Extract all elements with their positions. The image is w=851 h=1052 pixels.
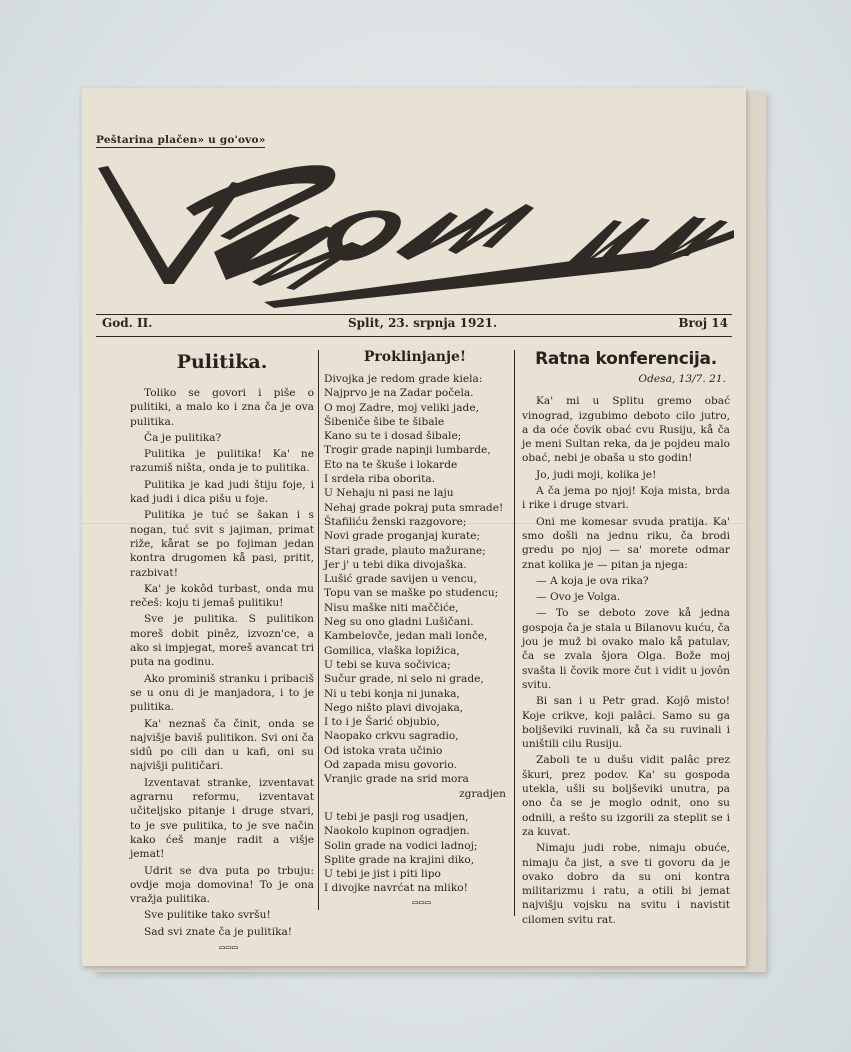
paragraph: Udrit se dva puta po trbuju: ovdje moja domovina! To je ona vražja pulitika. [130, 864, 314, 906]
verse-line: I srdela riba oborita. [324, 473, 436, 486]
verse-line: Naokolo kupinon ogradjen. [324, 825, 470, 838]
verse-line: Šibeniče šibe te šibale [324, 415, 445, 428]
verse-line: Trogir grade napinji lumbarde, [324, 444, 491, 457]
verse-line: I divojke navrćat na mliko! [324, 882, 468, 895]
verse-line: Štafiliću ženski razgovore; [324, 515, 467, 528]
verse-line: U Nehaju ni pasi ne laju [324, 487, 454, 500]
column-divider [514, 350, 515, 916]
verse-line: U tebi se kuva sočivica; [324, 658, 451, 671]
paragraph: Sve je pulitika. S pulitikon moreš dobit pinêz, izvozn'ce, a ako si impjegat, moreš avancat tri puta na godinu. [130, 613, 314, 669]
verse-line: Novi grade proganjaj kurate; [324, 530, 481, 543]
verse-line: O moj Zadre, moj veliki jade, [324, 401, 479, 414]
verse-line: Divojka je redom grade kiela: [324, 373, 483, 385]
paragraph: — Ovo je Volga. [536, 591, 621, 604]
verse-line: Lušić grade savijen u vencu, [324, 573, 477, 586]
poem-stanza [324, 372, 506, 801]
paragraph: — To se deboto zove kå jedna gospoja ča je stala u Bilanovu kuću, ča jou je muž bi ovako malo kå patulav, ča se zvala šjora Olga. Bože moj svašta li čovik more čut i vidit u jovôn svitu. [522, 607, 730, 691]
column-proklinjanje [324, 344, 506, 912]
paragraph: Sad svi znate ča je pulitika! [144, 925, 293, 938]
verse-line: Najprvo je na Zadar počela. [324, 387, 474, 400]
end-mark: ▭▭▭ [219, 942, 239, 953]
column-pulitika [130, 344, 314, 957]
paragraph: — A koja je ova rika? [536, 574, 649, 587]
verse-line: Vranjic grade na srid mora [324, 773, 469, 786]
verse-line: Splite grade na krajini diko, [324, 853, 475, 866]
masthead-logo [94, 156, 734, 316]
newspaper-page [82, 88, 746, 966]
poem-stanza [324, 810, 506, 896]
paragraph: Izventavat stranke, izventavat agrarnu reformu, izventavat učiteljsko pitanje i druge stvari, to je sve pulitika, to je sve način kako ćeš manje radit a višje jemat! [130, 776, 314, 861]
verse-line: Kano su te i dosad šibale; [324, 430, 462, 443]
column-divider [318, 350, 319, 910]
verse-line: Topu van se maške po studencu; [324, 587, 499, 600]
verse-line: Nisu maške niti maččiće, [324, 601, 459, 614]
verse-line: Gomilica, vlaška lopižica, [324, 644, 460, 657]
masthead-rule-bottom [96, 336, 732, 337]
article-title-ratna: Ratna konferencija. [535, 349, 717, 369]
verse-line: Nehaj grade pokraj puta smrade! [324, 501, 504, 514]
paragraph: Jo, judi moji, kolika je! [536, 468, 657, 481]
verse-line: Stari grade, plauto mažurane; [324, 544, 486, 557]
verse-line: Solin grade na vodici ladnoj; [324, 839, 478, 852]
paragraph: Ka' neznaš ča činit, onda se najvišje baviš pulitikon. Svi oni ča sidû po cili dan u kafi, oni su najvišji pulitičari. [130, 717, 314, 773]
column-ratna-konferencija [522, 344, 730, 929]
paragraph: Oni me komesar svuda pratija. Ka' smo došli na jednu riku, ča brodi gredu po njoj — sa' morete odmar znat kolika je — pitan ja njega: [522, 515, 730, 571]
verse-line: Kambelovče, jedan mali lonče, [324, 630, 488, 643]
paragraph: Zaboli te u dušu vidit palâc prez škuri, prez podov. Ka' su gospoda utekla, ušli su boljševiki unutra, pa ono ča se je moglo odnit, ono su odnili, a rešto su izgorili za steplit se i za kuvat. [522, 754, 730, 838]
verse-line: Eto na te škuše i lokarde [324, 458, 458, 471]
postage-note: Peštarina plačen» u go'ovo» [96, 134, 266, 146]
article-dateline-ratna: Odesa, 13/7. 21. [638, 373, 726, 385]
verse-line: Nego ništo plavi divojaka, [324, 701, 464, 714]
paragraph: Nimaju judi robe, nimaju obuće, nimaju ča jist, a sve ti govoru da je ovako dobro da su oni kontra militarizmu i ratu, a otili bi jemat najvišju vojsku na svitu i navistit cilomen svitu rat. [522, 842, 730, 926]
paragraph: A ča jema po njoj! Koja mista, brda i rike i druge stvari. [522, 485, 730, 512]
issue-date: Split, 23. srpnja 1921. [348, 316, 498, 330]
paragraph: Ako prominiš stranku i pribaciš se u onu di je manjadora, i to je pulitika. [130, 672, 314, 714]
verse-line: Od istoka vrata učinio [324, 744, 443, 757]
masthead-rule-top [96, 314, 732, 315]
article-body-pulitika [130, 386, 314, 939]
verse-line: Ni u tebi konja ni junaka, [324, 687, 460, 700]
paragraph: Sve pulitike tako svršu! [144, 909, 271, 922]
verse-line: U tebi je jist i piti lipo [324, 868, 441, 881]
verse-line: Jer j' u tebi dika divojaška. [324, 558, 467, 571]
article-title-proklinjanje: Proklinjanje! [363, 349, 467, 365]
verse-line: Neg su ono gladni Lušičani. [324, 616, 474, 629]
dateline-bar [100, 316, 728, 336]
article-title-pulitika: Pulitika. [176, 351, 268, 373]
verse-line: Sučur grade, ni selo ni grade, [324, 673, 484, 686]
paragraph: Bi san i u Petr grad. Kojô misto! Koje crikve, koji palâci. Samo su ga boljševiki ruvinali, kå ča su ruvinali i uništili cilu Rusiju. [522, 695, 730, 751]
verse-line: zgradjen [459, 787, 506, 800]
verse-line: Naopako crkvu sagradio, [324, 730, 459, 743]
verse-line: U tebi je pasji rog usadjen, [324, 810, 469, 823]
paragraph: Ka' je kokôd turbast, onda mu rečeš: koju ti jemaš pulitiku! [130, 582, 314, 610]
paragraph: Pulitika je pulitika! Ka' ne razumiš ništa, onda je to pulitika. [130, 448, 314, 475]
issue-number: Broj 14 [678, 316, 728, 330]
article-body-ratna [522, 394, 730, 927]
volume-label: God. II. [102, 316, 153, 330]
paragraph: Pulitika je kad judi štiju foje, i kad judi i dica pišu u foje. [130, 478, 314, 506]
paragraph: Ka' mi u Splitu gremo obać vinograd, izgubimo deboto cilo jutro, a da oće čovik obać cvu Rusiju, kå ča je meni Sultan reka, da je pojdeu malo obać, nebi je obaša u sto godin! [522, 395, 730, 465]
paragraph: Pulitika je tuć se šakan i s nogan, tuć svit s jajiman, primat riže, kårat se po fojiman jedan kontra drugomen kå pasi, pritit, razbivat! [130, 509, 314, 579]
end-mark: ▭▭▭ [412, 897, 432, 908]
verse-line: I to i je Šarić objubio, [324, 716, 440, 729]
verse-line: Od zapada misu govorio. [324, 759, 457, 772]
paragraph: Toliko se govori i piše o pulitiki, a malo ko i zna ča je ova pulitika. [130, 387, 314, 428]
paragraph: Ča je pulitika? [144, 431, 222, 444]
